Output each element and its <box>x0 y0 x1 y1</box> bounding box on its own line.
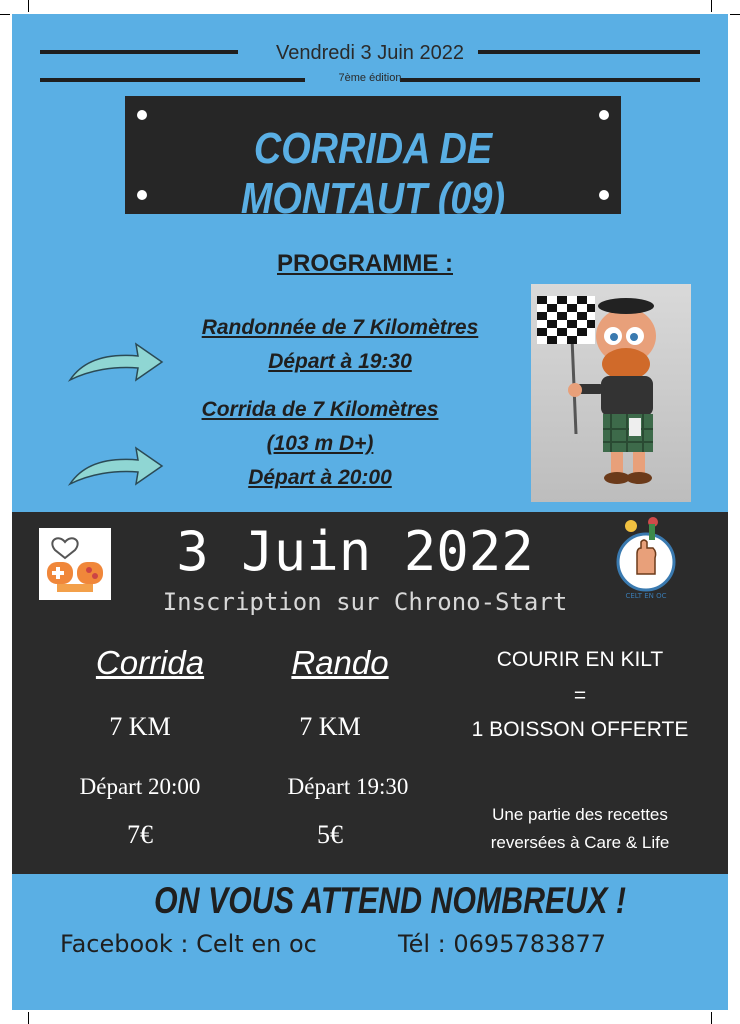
inscription-text: Inscription sur Chrono-Start <box>162 588 568 616</box>
decor-dot <box>137 110 147 120</box>
decor-dot <box>599 190 609 200</box>
phone-contact: Tél : 0695783877 <box>398 930 607 958</box>
rando-price: 5€ <box>317 820 343 849</box>
decor-dot <box>599 110 609 120</box>
header-rule <box>400 78 700 82</box>
programme-line: (103 m D+) <box>266 432 374 455</box>
corrida-depart: Départ 20:00 <box>79 774 201 799</box>
header-rule <box>478 50 700 54</box>
arrow-right-icon <box>66 336 166 386</box>
corrida-price: 7€ <box>127 820 153 849</box>
gamepad-heart-logo <box>39 528 111 600</box>
rando-heading: Rando <box>291 644 389 681</box>
facebook-contact: Facebook : Celt en oc <box>60 930 317 958</box>
kilt-offer-line2: = <box>573 684 587 707</box>
celt-en-oc-logo <box>609 512 683 604</box>
rando-depart: Départ 19:30 <box>287 774 409 799</box>
title-box <box>125 96 621 223</box>
programme-line: Randonnée de 7 Kilomètres <box>201 316 479 339</box>
event-title: CORRIDA DE MONTAUT (09) <box>240 124 506 223</box>
crop-mark <box>0 14 10 15</box>
recettes-line1: Une partie des recettes <box>492 805 668 824</box>
programme-line: Corrida de 7 Kilomètres <box>201 398 439 421</box>
header-rule <box>40 78 305 82</box>
kilt-offer-line1: COURIR EN KILT <box>496 648 664 671</box>
programme-line: Départ à 20:00 <box>248 466 392 489</box>
decor-dot <box>137 190 147 200</box>
rando-distance: 7 KM <box>299 712 361 741</box>
checkered-flag-icon <box>537 296 595 344</box>
programme-line: Départ à 19:30 <box>268 350 412 373</box>
crop-mark <box>730 14 740 15</box>
corrida-distance: 7 KM <box>109 712 171 741</box>
kilt-offer-line3: 1 BOISSON OFFERTE <box>471 718 689 741</box>
big-date: 3 Juin 2022 <box>176 520 534 583</box>
edition-label: 7ème édition <box>338 72 402 84</box>
event-date-header: Vendredi 3 Juin 2022 <box>276 42 464 64</box>
crop-mark <box>711 1012 712 1024</box>
crop-mark <box>28 0 29 12</box>
arrow-right-icon <box>66 440 166 490</box>
slogan: ON VOUS ATTEND NOMBREUX ! <box>154 880 626 921</box>
crop-mark <box>28 1012 29 1024</box>
logo-caption: CELT EN OC <box>625 592 667 600</box>
crop-mark <box>711 0 712 12</box>
header-rule <box>40 50 238 54</box>
programme-heading: PROGRAMME : <box>277 250 453 277</box>
recettes-line2: reversées à Care & Life <box>490 833 670 852</box>
corrida-heading: Corrida <box>95 644 205 681</box>
kilt-character-image <box>531 284 691 502</box>
